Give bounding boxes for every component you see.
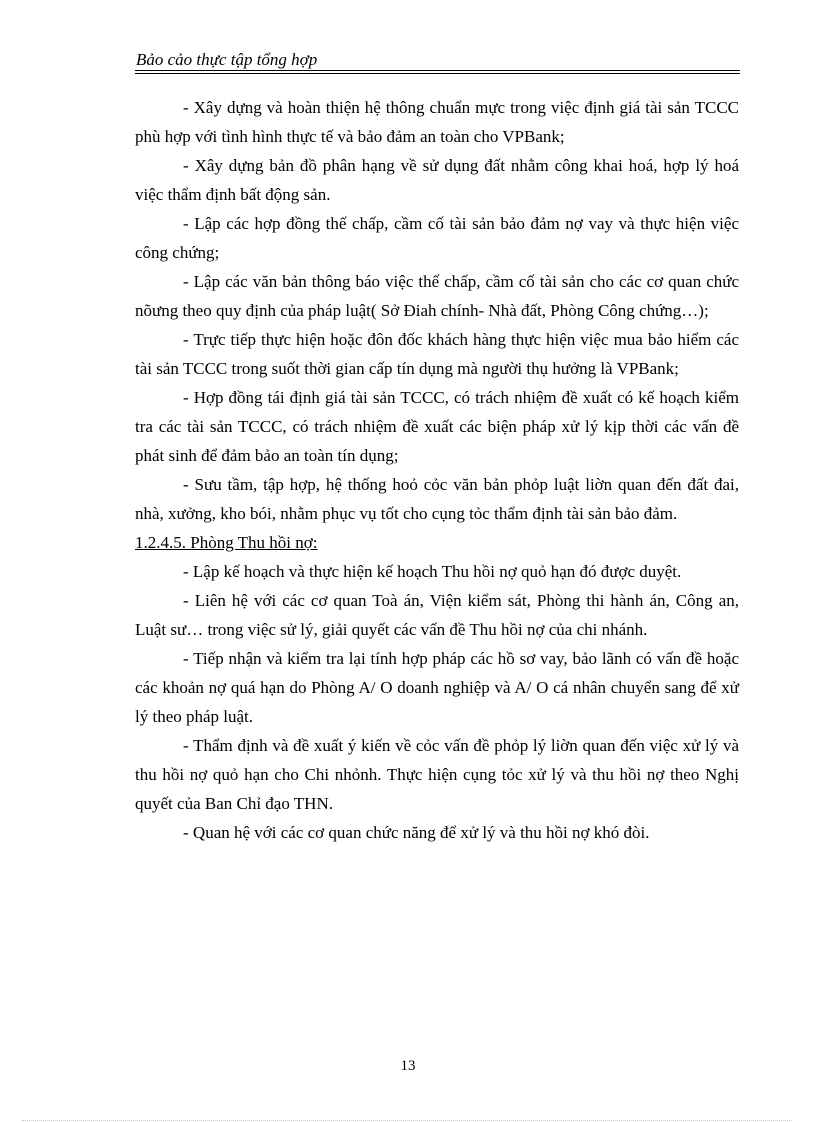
page-bottom-border bbox=[22, 1120, 792, 1121]
header-rule bbox=[135, 70, 740, 71]
paragraph: - Sưu tầm, tập hợp, hệ thống hoỏ cỏc văn bản phỏp luật liờn quan đến đất đai, nhà, xưởng, kho bói, nhằm phục vụ tốt cho cụng tỏc thẩm định tài sản bảo đảm. bbox=[135, 475, 739, 523]
paragraph: - Trực tiếp thực hiện hoặc đôn đốc khách hàng thực hiện việc mua bảo hiểm các tài sản TCCC trong suốt thời gian cấp tín dụng mà người thụ hưởng là VPBank; bbox=[135, 330, 739, 378]
paragraph: - Quan hệ với các cơ quan chức năng để xử lý và thu hồi nợ khó đòi. bbox=[183, 823, 650, 842]
page-number: 13 bbox=[400, 1058, 416, 1074]
paragraph: - Xây dựng và hoàn thiện hệ thông chuẩn mực trong việc định giá tài sản TCCC phù hợp với tình hình thực tế và bảo đảm an toàn cho VPBank; bbox=[135, 98, 739, 146]
header-rule-secondary bbox=[135, 73, 740, 74]
paragraph: - Lập các hợp đồng thế chấp, cầm cố tài sản bảo đảm nợ vay và thực hiện việc công chứng; bbox=[135, 214, 739, 262]
paragraph: - Thẩm định và đề xuất ý kiến về cỏc vấn đề phỏp lý liờn quan đến việc xử lý và thu hồi nợ quỏ hạn cho Chi nhỏnh. Thực hiện cụng tỏc xử lý và thu hồi nợ theo Nghị quyết của Ban Chỉ đạo THN. bbox=[135, 736, 739, 813]
header-title: Bảo cảo thực tập tổng hợp bbox=[136, 50, 318, 69]
page-header bbox=[135, 48, 740, 74]
paragraph: - Tiếp nhận và kiểm tra lại tính hợp pháp các hồ sơ vay, bảo lãnh có vấn đề hoặc các khoản nợ quá hạn do Phòng A/ O doanh nghiệp và A/ O cá nhân chuyển sang để xử lý theo pháp luật. bbox=[135, 649, 739, 726]
paragraph: - Lập các văn bản thông báo việc thế chấp, cầm cố tài sản cho các cơ quan chức nõưng theo quy định của pháp luật( Sở Điah chính- Nhà đất, Phòng Công chứng…); bbox=[135, 272, 739, 320]
paragraph: - Hợp đồng tái định giá tài sản TCCC, có trách nhiệm đề xuất có kế hoạch kiểm tra các tài sản TCCC, có trách nhiệm đề xuất các biện pháp xử lý kịp thời các vấn đề phát sinh để đảm bảo an toàn tín dụng; bbox=[135, 388, 739, 465]
paragraph: - Xây dựng bản đồ phân hạng về sử dụng đất nhằm công khai hoá, hợp lý hoá việc thẩm định bất động sản. bbox=[135, 156, 739, 204]
section-heading: 1.2.4.5. Phòng Thu hồi nợ: bbox=[135, 533, 318, 552]
paragraph: - Lập kế hoạch và thực hiện kế hoạch Thu hồi nợ quỏ hạn đó được duyệt. bbox=[183, 562, 682, 581]
document-body bbox=[135, 93, 739, 847]
paragraph: - Liên hệ với các cơ quan Toà án, Viện kiểm sát, Phòng thi hành án, Công an, Luật sư… trong việc sử lý, giải quyết các vấn đề Thu hồi nợ của chi nhánh. bbox=[135, 591, 739, 639]
